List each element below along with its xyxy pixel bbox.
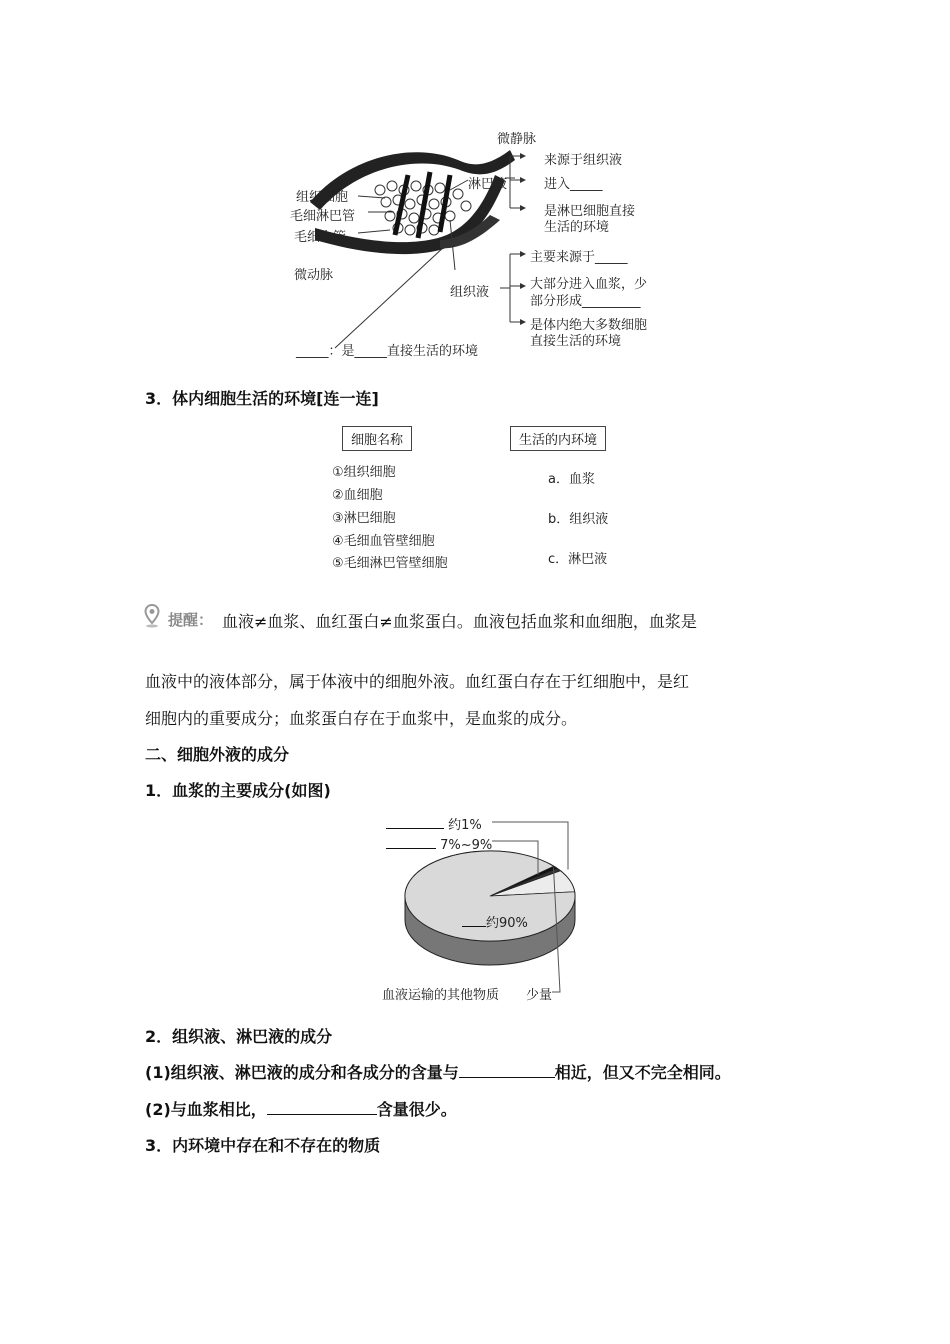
section-two-sub1: 1．血浆的主要成分(如图) bbox=[145, 781, 331, 800]
lymph-item-1: 来源于组织液 bbox=[544, 153, 623, 168]
tissue-item-4: 是体内绝大多数细胞 bbox=[530, 318, 648, 333]
tissue-item-1: 主要来源于_____ bbox=[530, 250, 628, 265]
section2-line-1 bbox=[145, 1060, 731, 1083]
blank-1 bbox=[459, 1063, 555, 1078]
section2-line-1b: 相近，但又不完全相同。 bbox=[554, 1063, 731, 1082]
label-arteriole: 微动脉 bbox=[294, 268, 334, 283]
environment-item-b: b．组织液 bbox=[548, 512, 609, 527]
label-tissue-fluid: 组织液 bbox=[450, 285, 490, 300]
diagram-caption: _____：是_____直接生活的环境 bbox=[296, 344, 479, 359]
environment-item-a: a．血浆 bbox=[548, 472, 595, 487]
cell-name-header: 细胞名称 bbox=[342, 426, 412, 451]
section2-line-2b: 含量很少。 bbox=[376, 1100, 457, 1119]
cell-item-3: ③淋巴细胞 bbox=[332, 511, 396, 526]
slice-label-protein: 约1% bbox=[386, 814, 482, 833]
lymph-item-2: 进入_____ bbox=[544, 177, 603, 192]
tip-label: 提醒： bbox=[168, 611, 214, 629]
tip-line-1: 血液≠血浆、血红蛋白≠血浆蛋白。血液包括血浆和血细胞，血浆是 bbox=[222, 612, 697, 631]
location-pin-icon bbox=[144, 604, 160, 628]
label-lymph-capillary: 毛细淋巴管 bbox=[290, 209, 356, 224]
cell-item-1: ①组织细胞 bbox=[332, 465, 396, 480]
tip-line-3: 细胞内的重要成分；血浆蛋白存在于血浆中，是血浆的成分。 bbox=[145, 709, 578, 728]
section2-title: 2．组织液、淋巴液的成分 bbox=[145, 1027, 333, 1046]
section2-line-1a: (1)组织液、淋巴液的成分和各成分的含量与 bbox=[145, 1063, 459, 1082]
section2-line-2 bbox=[145, 1097, 457, 1120]
section3b-title: 3．内环境中存在和不存在的物质 bbox=[145, 1136, 381, 1155]
section3-title: 3．体内细胞生活的环境[连一连] bbox=[145, 389, 379, 408]
slice-label-salt: 7%~9% bbox=[386, 834, 492, 853]
cell-item-4: ④毛细血管壁细胞 bbox=[332, 534, 435, 549]
environment-item-c: c．淋巴液 bbox=[548, 552, 608, 567]
label-blood-capillary: 毛细血管 bbox=[294, 230, 347, 245]
label-lymph: 淋巴液 bbox=[468, 177, 508, 192]
cell-item-2: ②血细胞 bbox=[332, 488, 383, 503]
chart-footer-label: 血液运输的其他物质 bbox=[382, 988, 500, 1003]
section-two-title: 二、细胞外液的成分 bbox=[145, 745, 290, 764]
lymph-item-3: 是淋巴细胞直接 bbox=[544, 204, 636, 219]
label-venule: 微静脉 bbox=[497, 132, 537, 147]
tissue-item-5: 直接生活的环境 bbox=[530, 334, 622, 349]
slice-label-water: 约90% bbox=[462, 912, 528, 931]
slice-label-small: 少量 bbox=[526, 988, 553, 1003]
section2-line-2a: (2)与血浆相比， bbox=[145, 1100, 267, 1119]
tissue-item-2: 大部分进入血浆，少 bbox=[530, 277, 648, 292]
environment-header: 生活的内环境 bbox=[510, 426, 606, 451]
tip-line-2: 血液中的液体部分，属于体液中的细胞外液。血红蛋白存在于红细胞中，是红 bbox=[145, 672, 690, 691]
cell-item-5: ⑤毛细淋巴管壁细胞 bbox=[332, 556, 448, 571]
blank-2 bbox=[267, 1100, 377, 1115]
tissue-item-3: 部分形成_________ bbox=[530, 294, 641, 309]
lymph-item-4: 生活的环境 bbox=[544, 220, 610, 235]
label-tissue-cell: 组织细胞 bbox=[296, 190, 349, 205]
